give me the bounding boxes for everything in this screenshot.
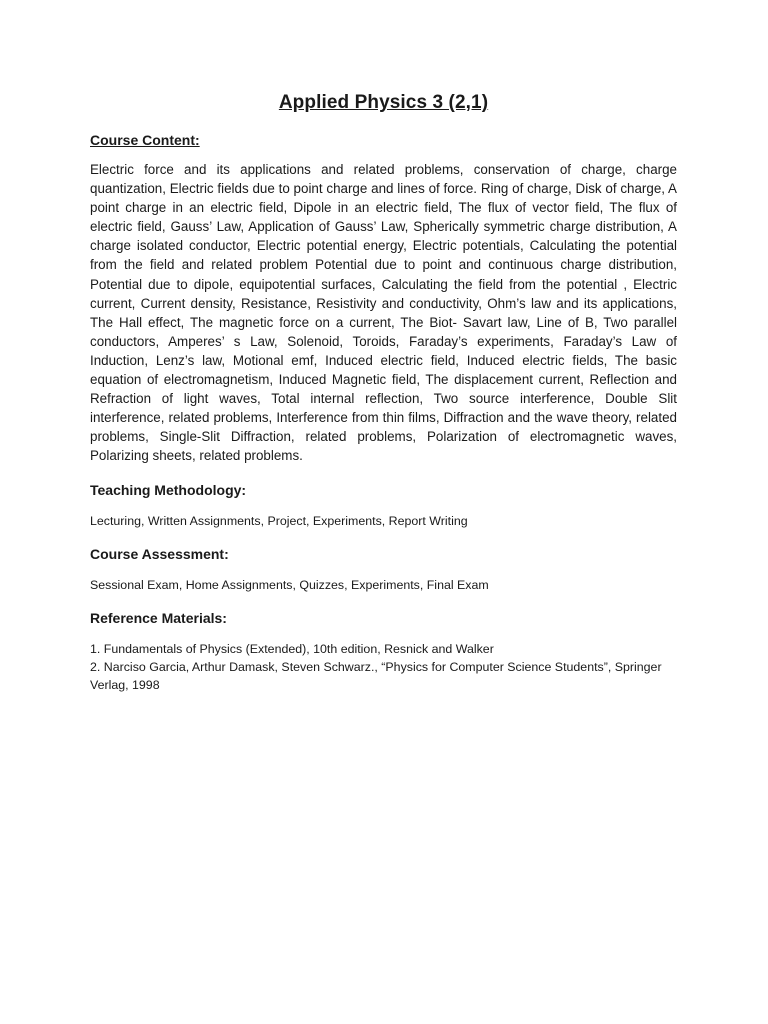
course-assessment-text: Sessional Exam, Home Assignments, Quizzes, Experiments, Final Exam bbox=[90, 577, 489, 592]
course-assessment-heading: Course Assessment: bbox=[90, 545, 229, 562]
document-title: Applied Physics 3 (2,1) bbox=[278, 92, 489, 113]
reference-materials-heading: Reference Materials: bbox=[90, 609, 227, 626]
reference-item: 2. Narciso Garcia, Arthur Damask, Steven Schwarz., “Physics for Computer Science Students”, Springer Verlag, 1998 bbox=[90, 659, 662, 692]
teaching-methodology-text: Lecturing, Written Assignments, Project, Experiments, Report Writing bbox=[90, 513, 468, 528]
teaching-methodology-heading: Teaching Methodology: bbox=[90, 481, 247, 498]
document-page bbox=[90, 92, 677, 694]
reference-item: 1. Fundamentals of Physics (Extended), 10th edition, Resnick and Walker bbox=[90, 641, 494, 656]
course-content-heading: Course Content: bbox=[90, 132, 200, 148]
course-content-text: Electric force and its applications and related problems, conservation of charge, charge quantization, Electric fields due to point charge and lines of force. Ring of charge, Disk of charge, A point charge in an electric field, Dipole in an electric field, The flux of vector field, The flux of electric field, Gauss’ Law, Application of Gauss’ Law, Spherically symmetric charge distribution, A charge isolated conductor, Electric potential energy, Electric potentials, Calculating the potential from the field and related problem Potential due to point and continuous charge distribution, Potential due to dipole, equipotential surfaces, Calculating the field from the potential , Electric current, Current density, Resistance, Resistivity and conductivity, Ohm’s law and its applications, The Hall effect, The magnetic force on a current, The Biot- Savart law, Line of B, Two parallel conductors, Amperes’ s Law, Solenoid, Toroids, Faraday’s experiments, Faraday’s Law of Induction, Lenz’s law, Motional emf, Induced electric field, Induced electric fields, The basic equation of electromagnetism, Induced Magnetic field, The displacement current, Reflection and Refraction of light waves, Total internal reflection, Two source interference, Double Slit interference, related problems, Interference from thin films, Diffraction and the wave theory, related problems, Single-Slit Diffraction, related problems, Polarization of electromagnetic waves, Polarizing sheets, related problems. bbox=[90, 162, 677, 464]
reference-list bbox=[90, 640, 677, 694]
